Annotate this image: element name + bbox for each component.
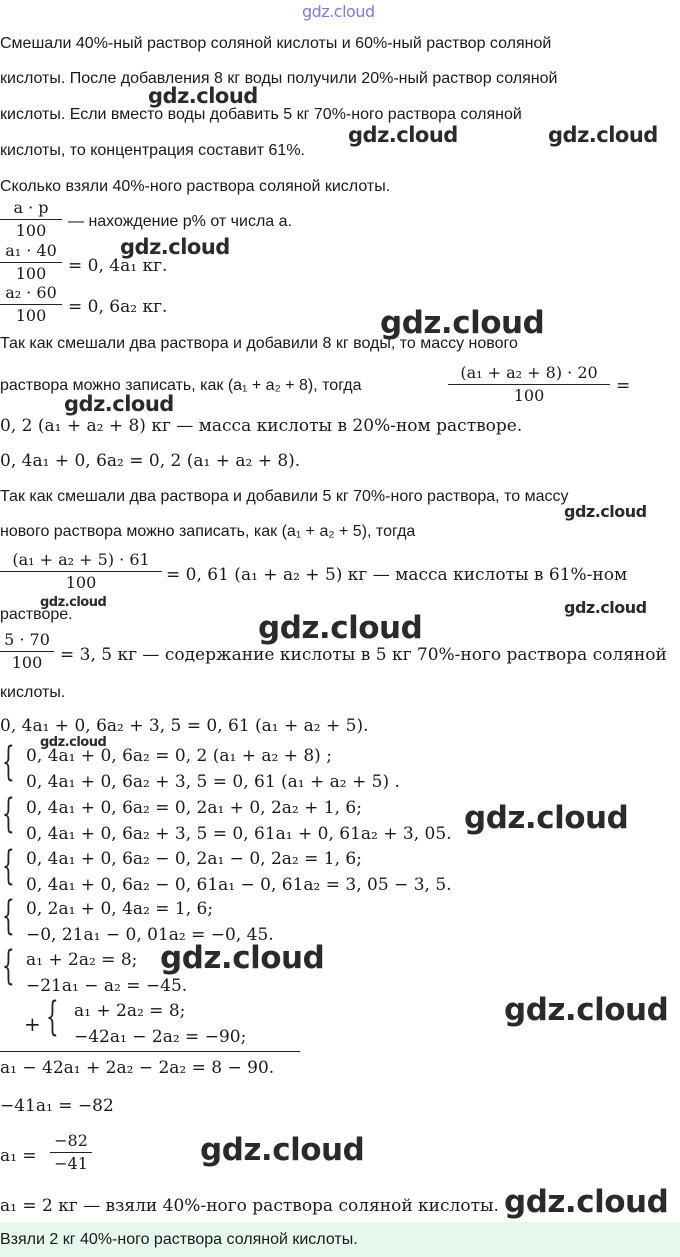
- problem-line: кислоты, то концентрация составит 61%.: [0, 142, 305, 159]
- formula-text: — нахождение p% от числа a.: [68, 213, 292, 230]
- system-equation: 0, 4a₁ + 0, 6a₂ + 3, 5 = 0, 61 (a₁ + a₂ + 5) .: [26, 772, 400, 792]
- fraction-numerator: a₁ · 40: [0, 240, 62, 263]
- system-equation: −42a₁ − 2a₂ = −90;: [74, 1027, 247, 1047]
- watermark: gdz.cloud: [120, 235, 230, 259]
- system-equation: 0, 4a₁ + 0, 6a₂ − 0, 2a₁ − 0, 2a₂ = 1, 6;: [26, 849, 362, 869]
- formula-text: = 0, 6a₂ кг.: [68, 297, 168, 317]
- fraction-denominator: 100: [15, 306, 47, 325]
- fraction: [448, 362, 610, 407]
- system-brace: {: [2, 893, 15, 939]
- problem-line: кислоты. После добавления 8 кг воды получили 20%-ный раствор соляной: [0, 70, 558, 87]
- formula-text: = 0, 61 (a₁ + a₂ + 5) кг — масса кислоты в 61%-ном: [166, 565, 628, 585]
- equation: 0, 4a₁ + 0, 6a₂ = 0, 2 (a₁ + a₂ + 8).: [0, 451, 301, 471]
- fraction-numerator: a · p: [0, 197, 62, 220]
- watermark: gdz.cloud: [148, 84, 258, 108]
- fraction-denominator: −41: [54, 1154, 88, 1173]
- plus-sign: +: [24, 1012, 41, 1036]
- fraction-denominator: 100: [15, 264, 47, 283]
- fraction-denominator: 100: [11, 653, 43, 672]
- watermark: gdz.cloud: [40, 595, 107, 610]
- solution-text: кислоты.: [0, 684, 66, 701]
- system-brace: {: [46, 994, 59, 1040]
- solution-text: растворе.: [0, 606, 73, 623]
- system-brace: {: [2, 791, 15, 837]
- solution-text: раствора можно записать, как (a₁ + a₂ + 8), тогда: [0, 377, 362, 394]
- fraction: [0, 629, 54, 674]
- formula-text: = 0, 4a₁ кг.: [68, 256, 168, 276]
- fraction: [0, 549, 162, 594]
- watermark: gdz.cloud: [548, 123, 658, 147]
- problem-question: Сколько взяли 40%-ного раствора соляной кислоты.: [0, 178, 391, 195]
- formula-text: =: [616, 376, 631, 396]
- solution-text: Так как смешали два раствора и добавили 5 кг 70%-ного раствора, то массу: [0, 488, 569, 505]
- answer-box: [0, 1222, 680, 1257]
- watermark: gdz.cloud: [200, 1132, 365, 1168]
- fraction: [0, 282, 62, 327]
- system-equation: 0, 4a₁ + 0, 6a₂ + 3, 5 = 0, 61a₁ + 0, 61a₂ + 3, 05.: [26, 824, 452, 844]
- fraction-denominator: 100: [65, 573, 97, 592]
- watermark: gdz.cloud: [64, 392, 174, 416]
- system-equation: a₁ + 2a₂ = 8;: [26, 950, 138, 970]
- fraction-denominator: 100: [15, 221, 47, 240]
- fraction: [50, 1130, 92, 1175]
- system-equation: −0, 21a₁ − 0, 01a₂ = −0, 45.: [26, 925, 274, 945]
- system-equation: 0, 4a₁ + 0, 6a₂ − 0, 61a₁ − 0, 61a₂ = 3, 05 − 3, 5.: [26, 875, 452, 895]
- fraction-numerator: (a₁ + a₂ + 8) · 20: [448, 362, 610, 385]
- fraction: [0, 197, 62, 242]
- system-equation: 0, 4a₁ + 0, 6a₂ = 0, 2a₁ + 0, 2a₂ + 1, 6;: [26, 798, 362, 818]
- equation: −41a₁ = −82: [0, 1096, 114, 1116]
- formula-text: a₁ =: [0, 1146, 37, 1166]
- fraction-numerator: 5 · 70: [0, 629, 54, 652]
- watermark: gdz.cloud: [564, 502, 647, 521]
- watermark: gdz.cloud: [504, 992, 669, 1028]
- watermark: gdz.cloud: [564, 598, 647, 617]
- system-brace: {: [2, 943, 15, 989]
- fraction-denominator: 100: [513, 386, 545, 405]
- solution-text: 0, 2 (a₁ + a₂ + 8) кг — масса кислоты в 20%-ном растворе.: [0, 416, 523, 436]
- equation: 0, 4a₁ + 0, 6a₂ + 3, 5 = 0, 61 (a₁ + a₂ + 5).: [0, 716, 369, 736]
- watermark: gdz.cloud: [380, 305, 545, 341]
- fraction: [0, 240, 62, 285]
- fraction-numerator: a₂ · 60: [0, 282, 62, 305]
- system-equation: a₁ + 2a₂ = 8;: [74, 1001, 186, 1021]
- solution-text: Так как смешали два раствора и добавили 8 кг воды, то массу нового: [0, 335, 518, 352]
- watermark: gdz.cloud: [348, 123, 458, 147]
- watermark: gdz.cloud: [258, 610, 423, 646]
- problem-line: Смешали 40%-ный раствор соляной кислоты и 60%-ный раствор соляной: [0, 35, 552, 52]
- watermark: gdz.cloud: [160, 940, 325, 976]
- system-equation: 0, 2a₁ + 0, 4a₂ = 1, 6;: [26, 899, 214, 919]
- watermark: gdz.cloud: [504, 1184, 669, 1220]
- watermark: gdz.cloud: [40, 735, 107, 750]
- sum-line: [0, 1051, 300, 1052]
- fraction-numerator: −82: [50, 1130, 92, 1153]
- answer-text: Взяли 2 кг 40%-ного раствора соляной кислоты.: [0, 1231, 358, 1248]
- formula-text: = 3, 5 кг — содержание кислоты в 5 кг 70%-ного раствора соляной: [60, 645, 667, 665]
- equation: a₁ − 42a₁ + 2a₂ − 2a₂ = 8 − 90.: [0, 1058, 275, 1078]
- problem-line: кислоты. Если вместо воды добавить 5 кг 70%-ного раствора соляной: [0, 106, 522, 123]
- solution-text: нового раствора можно записать, как (a₁ + a₂ + 5), тогда: [0, 523, 416, 540]
- watermark: gdz.cloud: [464, 800, 629, 836]
- system-brace: {: [2, 739, 15, 785]
- system-equation: −21a₁ − a₂ = −45.: [26, 976, 188, 996]
- system-equation: 0, 4a₁ + 0, 6a₂ = 0, 2 (a₁ + a₂ + 8) ;: [26, 746, 332, 766]
- result: a₁ = 2 кг — взяли 40%-ного раствора соляной кислоты.: [0, 1196, 499, 1216]
- fraction-numerator: (a₁ + a₂ + 5) · 61: [0, 549, 162, 572]
- system-brace: {: [2, 843, 15, 889]
- watermark-top: gdz.cloud: [302, 2, 375, 21]
